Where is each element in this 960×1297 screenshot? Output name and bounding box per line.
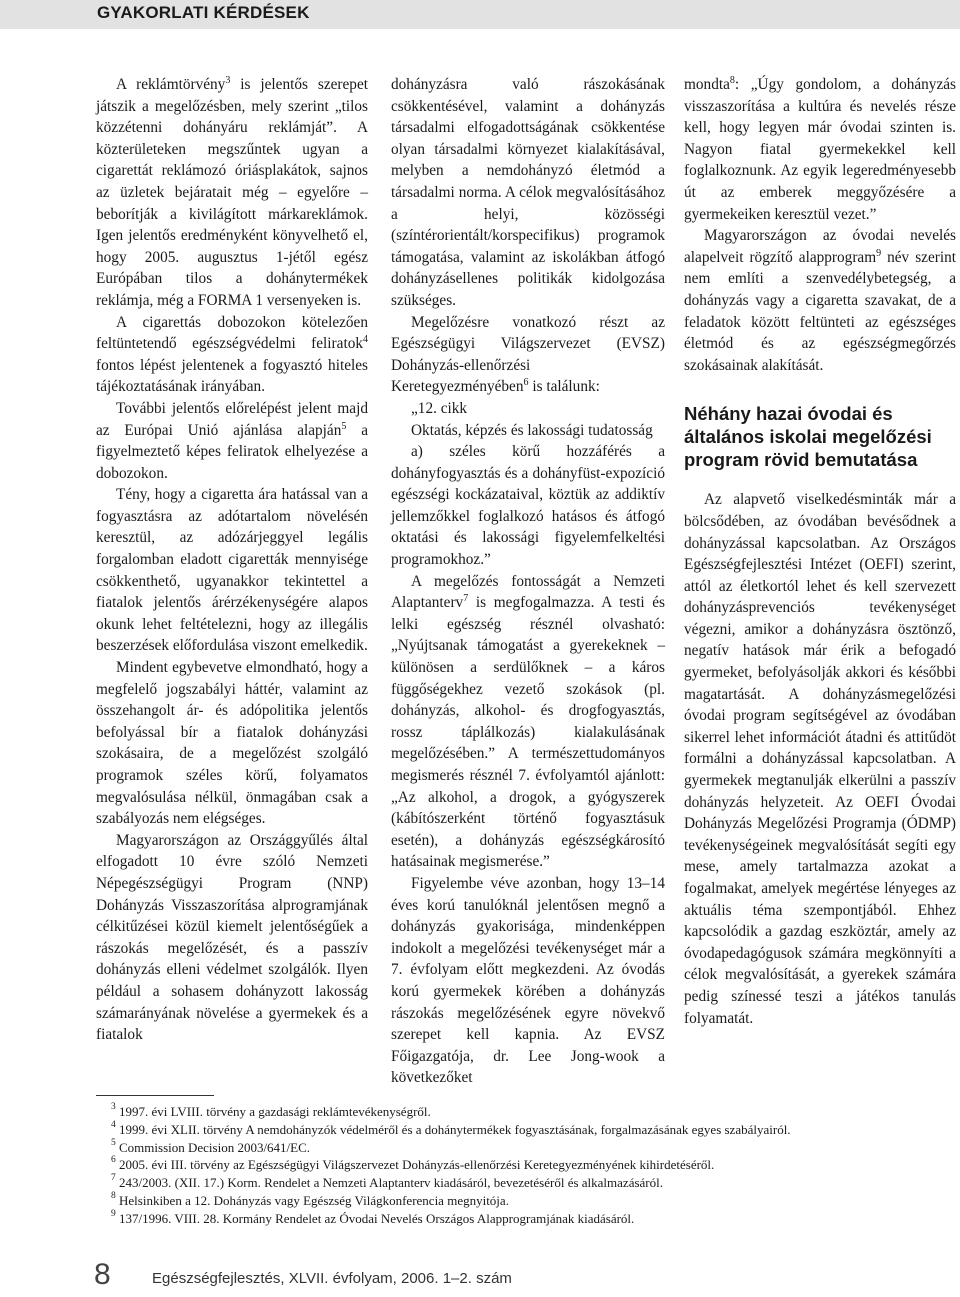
footnote-text: Helsinkiben a 12. Dohányzás vagy Egészség Világkonferencia megnyitója.	[119, 1192, 509, 1208]
footnote-number: 3	[111, 1102, 116, 1112]
paragraph-text: a) széles körű hozzáférés a dohányfogyasztás és a dohányfüst-expozíció egészségi kockázataival, köztük az addiktív jellemzőkkel foglalkozó hatásos és átfogó oktatási és lakossági figyelemfelkeltési programokhoz.”	[391, 443, 665, 569]
footnote-reference: 8	[729, 74, 735, 86]
paragraph-text: mondta	[684, 76, 730, 93]
paragraph	[391, 873, 665, 1089]
column-3-body	[684, 489, 956, 1029]
paragraph-text: További jelentős előrelépést jelent majd az Európai Unió ajánlása alapján	[96, 399, 368, 439]
paragraph	[96, 74, 368, 312]
paragraph	[391, 398, 665, 420]
paragraph	[684, 74, 956, 225]
text-column-2	[391, 74, 665, 1089]
paragraph	[96, 484, 368, 657]
paragraph-text: Tény, hogy a cigaretta ára hatással van a fogyasztásra az adótartalom növelésén keresztül, az adózárjeggyel legális forgalomban eladott cigaretták mennyisége csökkenthető, ugyanakkor tekintettel a fiatalok jelentős árérzékenységére alapos okunk lehet feltételezni, hogy az illegális beszerzések előfordulása viszont emelkedik.	[96, 486, 368, 655]
footnote-reference: 3	[225, 74, 231, 86]
paragraph	[391, 312, 665, 398]
paragraph-text: Oktatás, képzés és lakossági tudatosság	[411, 421, 653, 439]
footnote-reference: 4	[363, 334, 368, 346]
journal-citation: Egészségfejlesztés, XLVII. évfolyam, 2006. 1–2. szám	[152, 1270, 512, 1287]
footnotes	[111, 1102, 959, 1228]
footnote	[111, 1119, 959, 1139]
paragraph	[391, 571, 665, 873]
paragraph-text: Figyelembe véve azonban, hogy 13–14 éves korú tanulóknál jelentősen megnő a dohányzás gyakorisága, mindenképpen indokolt a megelőzési tevékenységet már a 7. évfolyam előtt megkezdeni. Az óvodás korú gyermekek körében a dohányzás rászokás megelőzésének egyre növekvő szerepet kell kapnia. Az EVSZ Főigazgatója, dr. Lee Jong-wook a következőket	[391, 874, 665, 1087]
paragraph	[391, 441, 665, 571]
paragraph-text: Magyarországon az óvodai nevelés alapelveit rögzítő alapprogram	[684, 227, 956, 266]
paragraph-text: Magyarországon az Országgyűlés által elfogadott 10 évre szóló Nemzeti Népegészségügyi Program (NNP) Dohányzás Visszaszorítása alprogramjának célkitűzései közül kiemelt jelentőségűek a rászokás megelőzését, és a passzív dohányzás elleni védelmet szolgálók. Ilyen például a sohasem dohányzott lakosság számarányának növelése a gyermekek és a fiatalok	[96, 831, 368, 1044]
footnote-reference: 5	[341, 420, 347, 432]
paragraph-text: Mindent egybevetve elmondható, hogy a megfelelő jogszabályi háttér, valamint az összehangolt ár- és adópolitika jelentős befolyással bír a fiatalok dohányzási szokásaira, de a megelőzést szolgáló programok széles körű, folyamatos megvalósulása nélkül, önmagában csak a szabályozás nem elégséges.	[96, 659, 368, 828]
section-title: GYAKORLATI KÉRDÉSEK	[97, 3, 310, 22]
paragraph	[684, 489, 956, 1029]
paragraph	[96, 312, 368, 398]
paragraph	[96, 398, 368, 484]
header-bar	[0, 0, 960, 29]
paragraph-text: fontos lépést jelentenek a fogyasztó hiteles tájékoztatásának irányában.	[96, 356, 368, 396]
footnote-number: 5	[111, 1137, 116, 1148]
paragraph	[391, 420, 665, 442]
footnote-number: 4	[111, 1119, 116, 1130]
section-heading: Néhány hazai óvodai és általános iskolai megelőzési program rövid bemutatása	[684, 403, 932, 471]
paragraph-text: A cigarettás dobozokon kötelezően feltüntetendő egészségvédelmi feliratok	[96, 313, 368, 353]
paragraph-text: is találunk:	[528, 378, 600, 396]
footnote-reference: 7	[463, 593, 469, 605]
footnote-reference: 6	[523, 377, 529, 389]
footnote-text: 2005. évi III. törvény az Egészségügyi Világszervezet Dohányzás-ellenőrzési Keretegyezményének kihirdetéséről.	[119, 1157, 715, 1173]
paragraph	[391, 74, 665, 312]
footnote-reference: 9	[876, 247, 882, 259]
paragraph-text: is megfogalmazza. A testi és lelki egészség résznél olvasható: „Nyújtsanak támogatást a gyerekeknek – különösen a serdülőknek – a káros függőségekhez vezető szokások (pl. dohányzás, alkohol- és drogfogyasztás, rossz táplálkozás) kialakulásának megelőzésében.” A természettudományos megismerés résznél 7. évfolyamtól ajánlott: „Az alkohol, a drogok, a gyógyszerek (kábítószerként történő fogyasztásuk esetén), a dohányzás egészségkárosító hatásainak megismerése.”	[391, 594, 665, 871]
paragraph-text: A megelőzés fontosságát a Nemzeti Alaptanterv	[391, 572, 665, 612]
paragraph-text: : „Úgy gondolom, a dohányzás visszaszorítása a kultúra és nevelés része kell, hogy legyen már óvodai szinten is. Nagyon fiatal gyermekekkel kell foglalkoznunk. Az egyik legeredményesebb út az emberek meggyőzésére a gyermekeiken keresztül vezet.”	[684, 76, 956, 223]
footnote-text: Commission Decision 2003/641/EC.	[119, 1139, 311, 1155]
footnote-number: 8	[111, 1190, 116, 1201]
paragraph-text: A reklámtörvény	[116, 76, 226, 93]
footnote	[111, 1190, 959, 1210]
paragraph-text: a figyelmeztető képes feliratok elhelyezése a dobozokon.	[96, 421, 368, 482]
footnote	[111, 1102, 959, 1121]
text-column-3	[684, 74, 956, 1029]
paragraph-text: név szerint nem említi a szenvedélybetegség, a dohányzás vagy a cigaretta szavakat, de a feladatok között feltünteti az egészséges életmód és az egészségmegőrzés szokásainak alakítását.	[684, 248, 956, 374]
footnote-text: 243/2003. (XII. 17.) Korm. Rendelet a Nemzeti Alaptanterv kiadásáról, bevezetéséről és alkalmazásáról.	[119, 1175, 663, 1191]
footnote	[111, 1137, 959, 1157]
paragraph-text: dohányzásra való rászokásának csökkentésével, valamint a dohányzás társadalmi elfogadottságának csökkentése olyan társadalmi környezet kialakításával, melyben a nemdohányzó életmód a társadalmi norma. A célok megvalósításához a helyi, közösségi (színtérorientált/korspecifikus) programok támogatása, valamint az iskolákban átfogó dohányzásellenes politikák kidolgozása szükséges.	[391, 76, 665, 309]
footnote	[111, 1155, 959, 1174]
column-3-intro	[684, 74, 956, 376]
footnote	[111, 1208, 959, 1228]
text-column-1	[96, 74, 368, 1046]
footnote-text: 1999. évi XLII. törvény A nemdohányzók védelméről és a dohánytermékek fogyasztásának, forgalmazásának egyes szabályairól.	[119, 1121, 791, 1137]
page-number: 8	[94, 1258, 111, 1291]
paragraph-text: Megelőzésre vonatkozó részt az Egészségügyi Világszervezet (EVSZ) Dohányzás-ellenőrzési Keretegyezményében	[391, 313, 665, 396]
footnote-number: 6	[111, 1155, 116, 1166]
paragraph-text: „12. cikk	[411, 399, 468, 417]
paragraph	[96, 657, 368, 830]
footnote-divider	[96, 1095, 214, 1096]
paragraph-text: is jelentős szerepet játszik a megelőzésben, mely szerint „tilos közzétenni dohányáru reklámját”. A közterületeken megszűntek ugyan a cigarettát reklámozó óriásplakátok, sajnos az üzletek bejáratait még – egyelőre – beborítják a kivilágított márkareklámok. Igen jelentős eredményként könyvelhető el, hogy 2005. augusztus 1-jétől egész Európában tilos a dohánytermékek reklámja, még a FORMA 1 versenyeken is.	[96, 76, 368, 309]
footnote-number: 9	[111, 1208, 116, 1219]
footnote-number: 7	[111, 1173, 116, 1184]
footnote-text: 1997. évi LVIII. törvény a gazdasági reklámtevékenységről.	[119, 1104, 431, 1119]
paragraph	[684, 225, 956, 376]
paragraph-text: Az alapvető viselkedésminták már a bölcsődében, az óvodában bevésődnek a dohányzással kapcsolatban. Az Országos Egészségfejlesztési Intézet (OEFI) szerint, attól az életkortól lehet és kell szervezett dohányzásprevenciós tevékenységet végezni, amikor a dohányzásra ösztönző, negatív hatások már érik a befogadó gyermeket, befolyásolják akkori és későbbi magatartását. A dohányzásmegelőzési óvodai program segítségével az óvodában sikerrel lehet információt átadni és attitűdöt formálni a dohányzással kapcsolatban. A gyermekek megtanulják elkerülni a passzív dohányzás helyzeteit. Az OEFI Óvodai Dohányzás Megelőzési Programja (ÓDMP) tevékenységeinek megvalósítását segíti egy mese, amely tartalmazza azokat a fogalmakat, amelyek megértése lényeges az aktuális téma szempontjából. Ehhez kapcsolódik a gazdag eszköztár, amely az óvodapedagógusok számára megkönnyíti a célok megvalósítását, a gyerekek számára pedig színessé teszi a játékos tanulás folyamatát.	[684, 491, 956, 1027]
paragraph	[96, 830, 368, 1046]
footnote	[111, 1173, 959, 1192]
footnote-text: 137/1996. VIII. 28. Kormány Rendelet az Óvodai Nevelés Országos Alapprogramjának kiadásáról.	[119, 1210, 635, 1226]
